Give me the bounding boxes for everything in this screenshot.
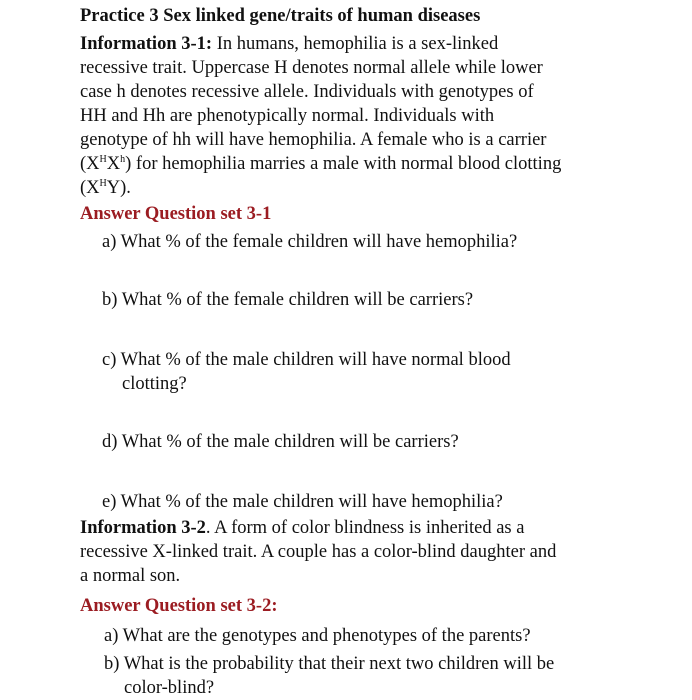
info-3-2-line-2: recessive X-linked trait. A couple has a color-blind daughter and xyxy=(80,542,557,562)
info-3-2-text-1: . A form of color blindness is inherited as a xyxy=(205,518,525,538)
answer-set-3-2-heading: Answer Question set 3-2: xyxy=(80,596,278,616)
genotype-x: X xyxy=(106,154,121,174)
question-3-1-a: a) What % of the female children will have hemophilia? xyxy=(102,232,518,252)
question-3-2-b: b) What is the probability that their next two children will be xyxy=(104,654,555,674)
info-3-2-label: Information 3-2 xyxy=(80,518,206,538)
info-3-1-line-4: HH and Hh are phenotypically normal. Individuals with xyxy=(80,106,495,126)
question-3-1-b: b) What % of the female children will be carriers? xyxy=(102,290,474,310)
question-3-1-c: c) What % of the male children will have normal blood xyxy=(102,350,511,370)
info-3-1-label: Information 3-1: xyxy=(80,34,213,54)
allele-superscript: H xyxy=(99,153,107,165)
info-3-1-line-3: case h denotes recessive allele. Individuals with genotypes of xyxy=(80,82,534,102)
info-3-1-line-5: genotype of hh will have hemophilia. A female who is a carrier xyxy=(80,130,547,150)
genotype-open: (X xyxy=(80,178,100,198)
info-3-2-line-3: a normal son. xyxy=(80,566,181,586)
question-3-2-a: a) What are the genotypes and phenotypes of the parents? xyxy=(104,626,531,646)
question-3-1-d: d) What % of the male children will be carriers? xyxy=(102,432,459,452)
question-3-1-e: e) What % of the male children will have hemophilia? xyxy=(102,492,503,512)
info-3-1-line-6 xyxy=(80,152,561,176)
info-3-1-line-2: recessive trait. Uppercase H denotes normal allele while lower xyxy=(80,58,543,78)
info-3-1-line-1 xyxy=(80,32,498,56)
genotype-open: (X xyxy=(80,154,100,174)
info-3-2-line-1 xyxy=(80,516,524,540)
question-3-2-b-cont: color-blind? xyxy=(124,678,215,698)
allele-superscript: H xyxy=(99,177,107,189)
genotype-y: Y). xyxy=(106,178,131,198)
allele-superscript: h xyxy=(120,153,126,165)
question-3-1-c-cont: clotting? xyxy=(122,374,187,394)
info-3-1-text-1: In humans, hemophilia is a sex-linked xyxy=(216,34,499,54)
info-3-1-line-7 xyxy=(80,176,131,200)
info-3-1-text-6: ) for hemophilia marries a male with normal blood clotting xyxy=(125,154,562,174)
answer-set-3-1-heading: Answer Question set 3-1 xyxy=(80,204,272,224)
page-title: Practice 3 Sex linked gene/traits of human diseases xyxy=(80,6,481,26)
